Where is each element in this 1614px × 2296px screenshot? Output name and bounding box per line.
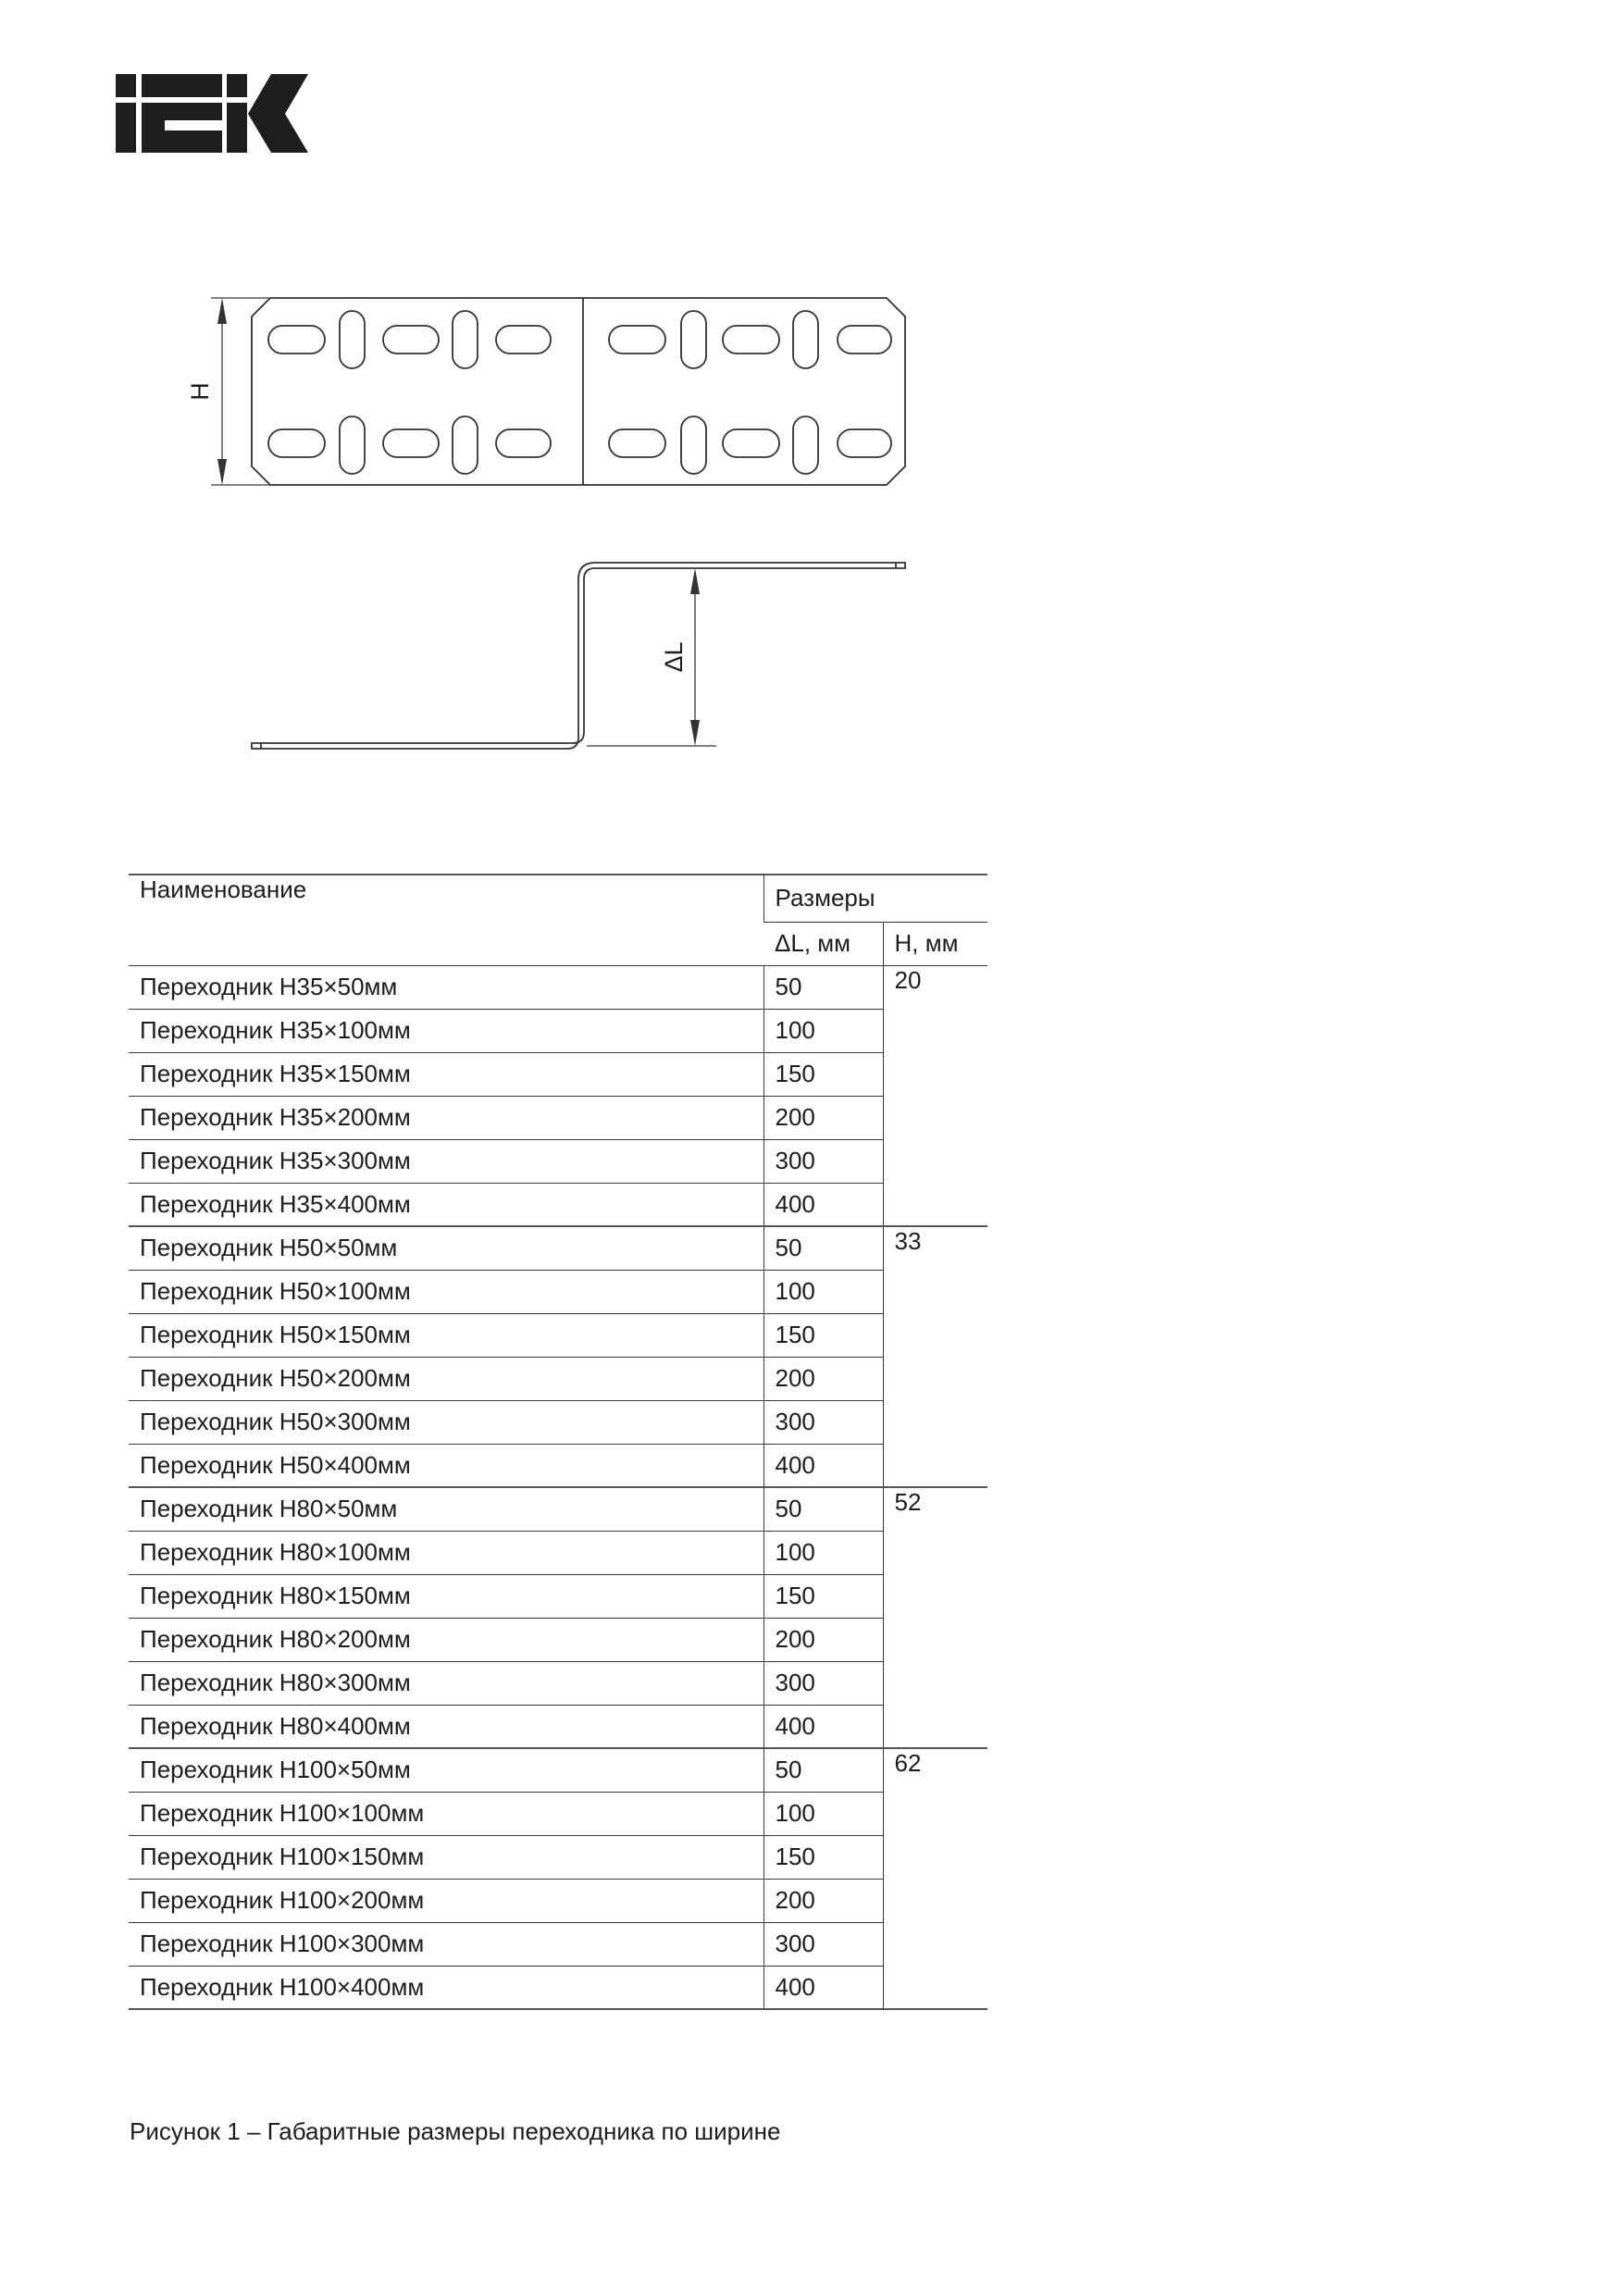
plate-outline — [252, 298, 905, 485]
cell-dl-value: 300 — [764, 1400, 883, 1444]
cell-dl-value: 150 — [764, 1574, 883, 1618]
cell-product-name: Переходник H80×300мм — [129, 1661, 764, 1705]
table-row — [129, 1444, 987, 1487]
table-row — [129, 1400, 987, 1444]
cell-h-value: 62 — [883, 1748, 987, 2009]
table-row — [129, 1705, 987, 1748]
cell-dl-value: 50 — [764, 965, 883, 1009]
table-row — [129, 1966, 987, 2009]
cell-h-value: 33 — [883, 1226, 987, 1487]
column-header-sizes: Размеры — [764, 875, 987, 922]
cell-dl-value: 300 — [764, 1139, 883, 1183]
cell-product-name: Переходник H35×300мм — [129, 1139, 764, 1183]
cell-product-name: Переходник H35×400мм — [129, 1183, 764, 1226]
cell-dl-value: 150 — [764, 1313, 883, 1357]
height-dim-label: H — [186, 382, 215, 401]
cell-dl-value: 150 — [764, 1835, 883, 1879]
table-row — [129, 1139, 987, 1183]
cell-dl-value: 100 — [764, 1009, 883, 1052]
cell-dl-value: 200 — [764, 1357, 883, 1400]
cell-product-name: Переходник H35×50мм — [129, 965, 764, 1009]
cell-dl-value: 100 — [764, 1531, 883, 1574]
profile-drawing — [120, 518, 972, 787]
table-row — [129, 1792, 987, 1835]
cell-product-name: Переходник H100×150мм — [129, 1835, 764, 1879]
cell-h-value: 52 — [883, 1487, 987, 1748]
profile-outline — [252, 563, 905, 749]
table-row — [129, 1487, 987, 1531]
cell-product-name: Переходник H50×100мм — [129, 1270, 764, 1313]
table-row — [129, 1748, 987, 1792]
cell-dl-value: 400 — [764, 1183, 883, 1226]
cell-dl-value: 400 — [764, 1444, 883, 1487]
table-row — [129, 1357, 987, 1400]
cell-dl-value: 150 — [764, 1052, 883, 1096]
column-header-h: H, мм — [883, 922, 987, 965]
table-row — [129, 1226, 987, 1270]
cell-product-name: Переходник H80×200мм — [129, 1618, 764, 1661]
table-row — [129, 1922, 987, 1966]
cell-product-name: Переходник H100×200мм — [129, 1879, 764, 1922]
cell-product-name: Переходник H50×200мм — [129, 1357, 764, 1400]
cell-product-name: Переходник H35×200мм — [129, 1096, 764, 1139]
cell-product-name: Переходник H35×100мм — [129, 1009, 764, 1052]
table-row — [129, 1835, 987, 1879]
cell-dl-value: 300 — [764, 1661, 883, 1705]
table-row — [129, 965, 987, 1009]
cell-dl-value: 100 — [764, 1270, 883, 1313]
height-dimension — [186, 298, 227, 485]
cell-product-name: Переходник H100×100мм — [129, 1792, 764, 1835]
column-header-dl: ΔL, мм — [764, 922, 883, 965]
cell-product-name: Переходник H80×150мм — [129, 1574, 764, 1618]
plate-drawing — [120, 278, 972, 518]
figure-caption: Рисунок 1 – Габаритные размеры переходника по ширине — [130, 2117, 781, 2145]
table-row — [129, 1574, 987, 1618]
cell-product-name: Переходник H80×50мм — [129, 1487, 764, 1531]
cell-h-value: 20 — [883, 965, 987, 1226]
cell-dl-value: 50 — [764, 1226, 883, 1270]
table-row — [129, 1270, 987, 1313]
table-row — [129, 1096, 987, 1139]
table-row — [129, 1009, 987, 1052]
table-row — [129, 1531, 987, 1574]
table-row — [129, 1618, 987, 1661]
cell-product-name: Переходник H80×100мм — [129, 1531, 764, 1574]
plate-slots — [268, 311, 891, 474]
cell-product-name: Переходник H50×300мм — [129, 1400, 764, 1444]
table-body — [129, 965, 987, 2009]
table-row — [129, 1313, 987, 1357]
cell-dl-value: 50 — [764, 1748, 883, 1792]
cell-product-name: Переходник H50×50мм — [129, 1226, 764, 1270]
table-row — [129, 1661, 987, 1705]
cell-product-name: Переходник H50×400мм — [129, 1444, 764, 1487]
cell-dl-value: 200 — [764, 1879, 883, 1922]
column-header-name: Наименование — [129, 875, 764, 965]
cell-product-name: Переходник H100×300мм — [129, 1922, 764, 1966]
cell-product-name: Переходник H100×50мм — [129, 1748, 764, 1792]
cell-dl-value: 200 — [764, 1618, 883, 1661]
cell-dl-value: 400 — [764, 1966, 883, 2009]
cell-product-name: Переходник H100×400мм — [129, 1966, 764, 2009]
offset-dimension — [660, 568, 700, 746]
table-row — [129, 1052, 987, 1096]
cell-dl-value: 300 — [764, 1922, 883, 1966]
dimensions-table — [129, 874, 987, 2010]
table-row — [129, 1879, 987, 1922]
cell-dl-value: 100 — [764, 1792, 883, 1835]
cell-product-name: Переходник H80×400мм — [129, 1705, 764, 1748]
iek-logo — [111, 74, 310, 155]
cell-product-name: Переходник H50×150мм — [129, 1313, 764, 1357]
cell-dl-value: 200 — [764, 1096, 883, 1139]
offset-dim-label: ΔL — [660, 641, 689, 673]
table-row — [129, 1183, 987, 1226]
cell-dl-value: 400 — [764, 1705, 883, 1748]
cell-dl-value: 50 — [764, 1487, 883, 1531]
cell-product-name: Переходник H35×150мм — [129, 1052, 764, 1096]
